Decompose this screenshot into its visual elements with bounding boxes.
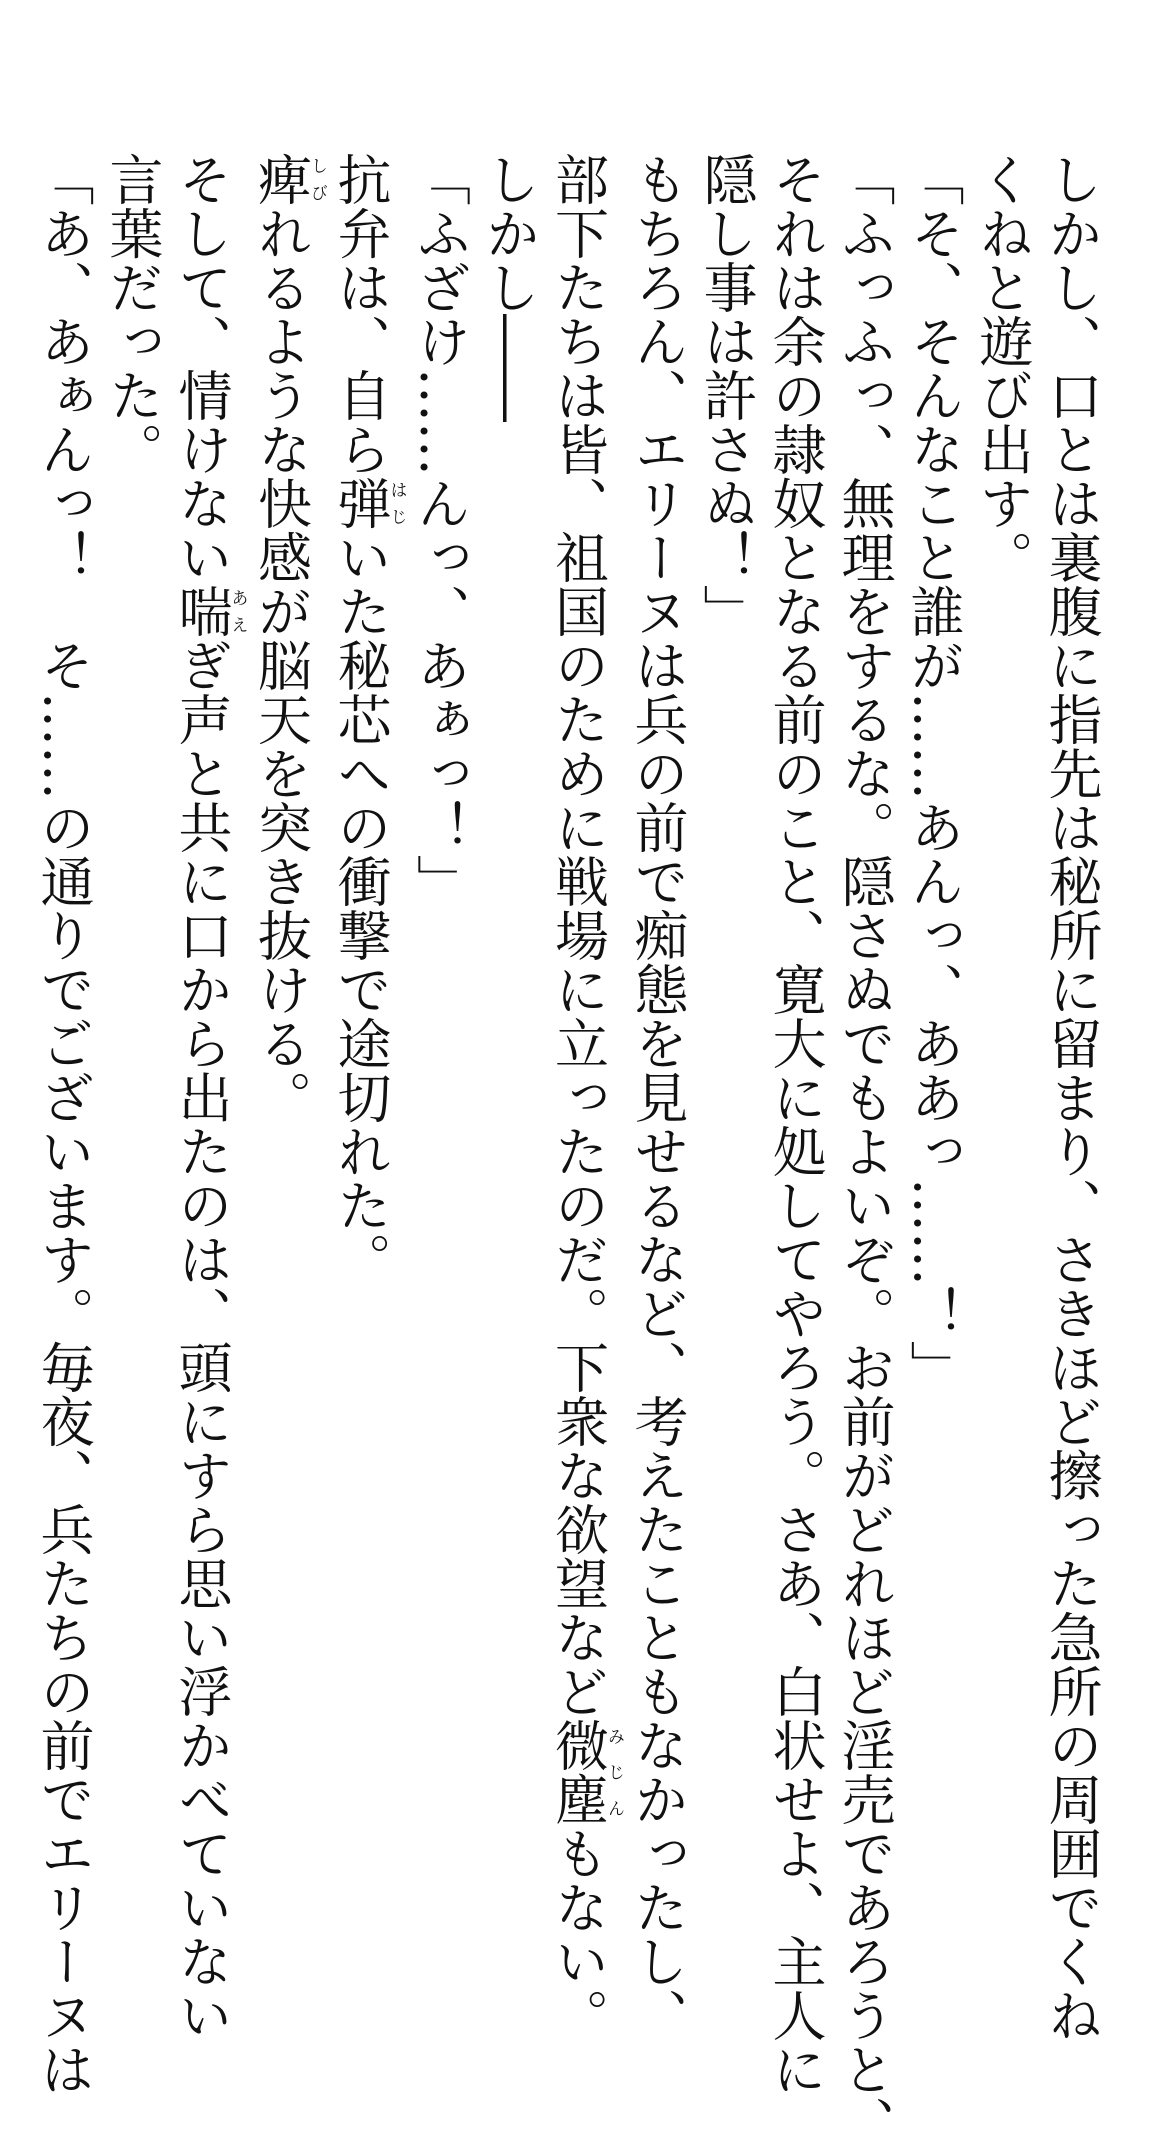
text-line-11: 抗弁は、自ら弾はじいた秘芯への衝撃で途切れた。 [329, 152, 407, 1286]
text-line-13: そして、情けない喘あえぎ声と共に口から出たのは、頭にすら思い浮かべていない [170, 152, 248, 2042]
text-line-8: 部下たちは皆、祖国のために戦場に立ったのだ。下衆な欲望など微塵みじんもない。 [546, 152, 624, 2042]
ruby-aegi: 喘あえ [170, 584, 248, 638]
ruby-mijin: 微塵みじん [546, 1718, 624, 1826]
text-line-4: 「ふっふっ、無理をするな。隠さぬでもよいぞ。お前がどれほど淫売であろうと、 [833, 152, 896, 2150]
ruby-hajiku: 弾はじ [329, 476, 407, 530]
ruby-shibireru: 痺しび [249, 152, 327, 206]
text-line-6: 隠し事は許さぬ！」 [695, 152, 758, 638]
text-line-15: 「あ、あぁんっ！ そ……の通りでございます。毎夜、兵たちの前でエリーヌは [32, 152, 95, 2096]
text-line-10: 「ふざけ……んっ、あぁっ！」 [408, 152, 472, 908]
text-line-12: 痺しびれるような快感が脳天を突き抜ける。 [249, 152, 327, 1124]
vertical-text-body [29, 152, 1106, 2150]
text-line-9: しかし―― [477, 152, 541, 422]
text-line-7: もちろん、エリーヌは兵の前で痴態を見せるなど、考えたこともなかったし、 [626, 152, 689, 2042]
text-line-5: それは余の隷奴となる前のこと、寛大に処してやろう。さあ、白状せよ、主人に [764, 152, 827, 2096]
text-line-3: 「そ、そんなこと誰が……あんっ、ああっ……！」 [902, 152, 965, 1394]
text-line-14: 言葉だった。 [101, 152, 164, 476]
text-line-1: しかし、口とは裏腹に指先は秘所に留まり、さきほど擦った急所の周囲でくね [1040, 152, 1103, 2042]
text-line-2: くねと遊び出す。 [971, 152, 1034, 584]
